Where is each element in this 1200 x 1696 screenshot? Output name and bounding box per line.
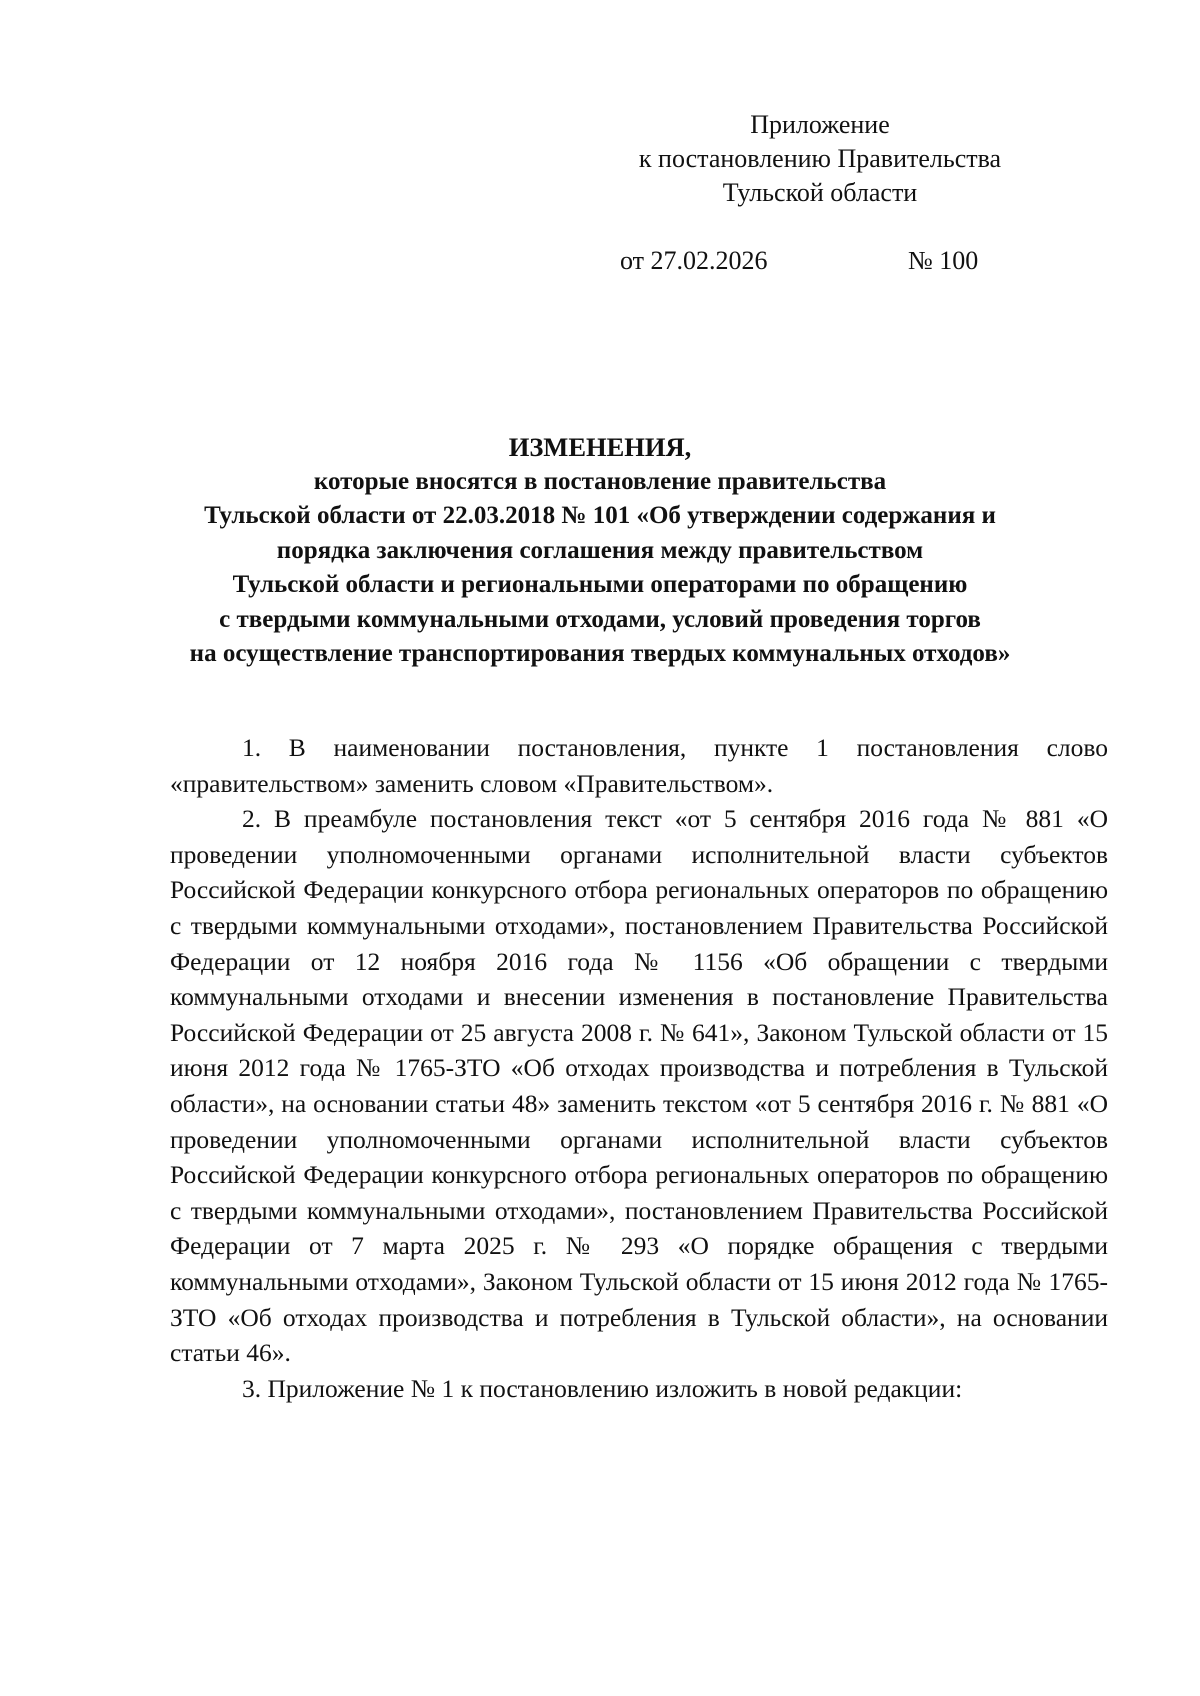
title-line: на осуществление транспортирования твердых коммунальных отходов» <box>189 640 1011 667</box>
resolution-number: № 100 <box>908 246 979 275</box>
appendix-line-2: к постановлению Правительства <box>638 144 1002 173</box>
appendix-header <box>620 108 1020 210</box>
body-paragraph-2: 2. В преамбуле постановления текст «от 5 сентября 2016 года № 881 «О проведении уполномоченными органами исполнительной власти субъектов Российской Федерации конкурсного отбора региональных операторов по обращению с твердыми коммунальными отходами», постановлением Правительства Российской Федерации от 12 ноября 2016 года № 1156 «Об обращении с твердыми коммунальными отходами и внесении изменения в постановление Правительства Российской Федерации от 25 августа 2008 г. № 641», Законом Тульской области от 15 июня 2012 года № 1765-ЗТО «Об отходах производства и потребления в Тульской области», на основании статьи 48» заменить текстом «от 5 сентября 2016 г. № 881 «О проведении уполномоченными органами исполнительной власти субъектов Российской Федерации конкурсного отбора региональных операторов по обращению с твердыми коммунальными отходами», постановлением Правительства Российской Федерации от 7 марта 2025 г. № 293 «О порядке обращения с твердыми коммунальными отходами», Законом Тульской области от 15 июня 2012 года № 1765-ЗТО «Об отходах производства и потребления в Тульской области», на основании статьи 46». <box>170 804 1108 1368</box>
title-line: которые вносятся в постановление правительства <box>313 467 887 495</box>
title-line: с твердыми коммунальными отходами, условий проведения торгов <box>219 605 981 633</box>
appendix-line-1: Приложение <box>750 110 890 139</box>
appendix-line-3: Тульской области <box>722 178 918 207</box>
document-title <box>160 430 1040 672</box>
body-paragraph-1: 1. В наименовании постановления, пункте 1 постановления слово «правительством» заменить словом «Правительством». <box>170 733 1108 798</box>
title-line: ИЗМЕНЕНИЯ, <box>508 432 692 462</box>
title-line: Тульской области от 22.03.2018 № 101 «Об утверждении содержания и <box>204 502 996 529</box>
document-body <box>170 730 1108 1406</box>
body-paragraph-3: 3. Приложение № 1 к постановлению изложить в новой редакции: <box>242 1373 963 1403</box>
title-line: Тульской области и региональными операторами по обращению <box>232 571 968 598</box>
title-line: порядка заключения соглашения между правительством <box>276 536 924 564</box>
resolution-date: от 27.02.2026 <box>620 246 768 275</box>
